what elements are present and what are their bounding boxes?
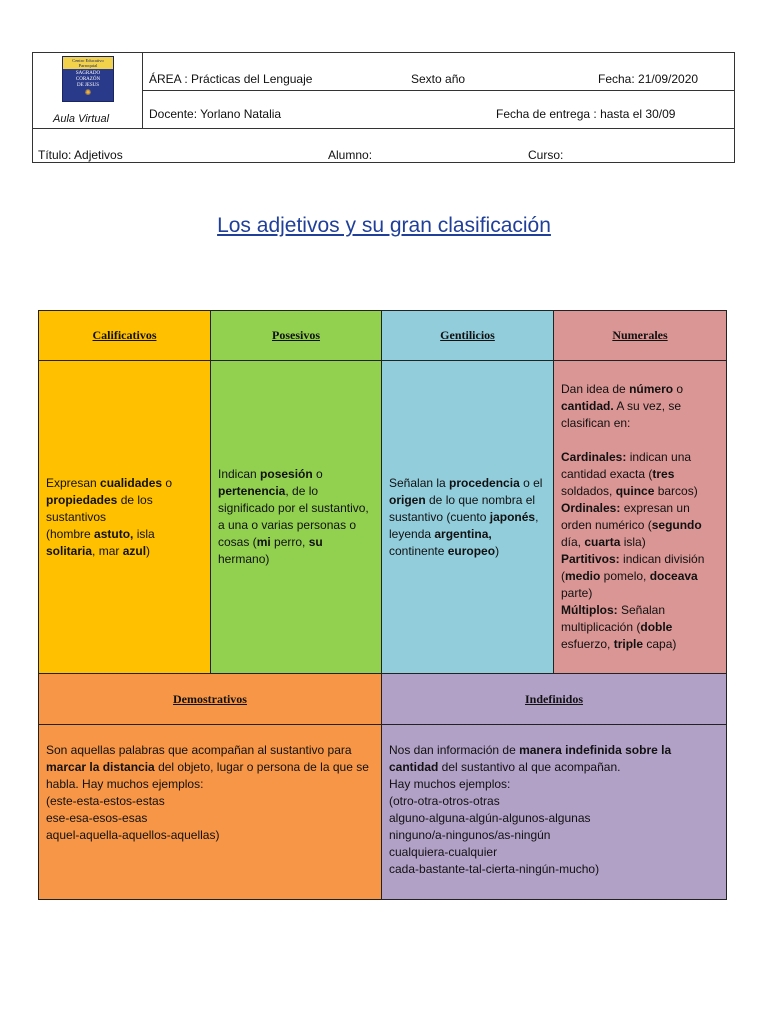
date-label: Fecha: 21/09/2020 [598, 72, 699, 86]
indefinidos-example: (otro-otra-otros-otras [389, 794, 500, 808]
indefinidos-example: ninguno/a-ningunos/as-ningún [389, 828, 551, 842]
header-gentilicios [382, 311, 554, 361]
numerales-ordinales: Ordinales: expresan un orden numérico (segundo día, cuarta isla) [561, 501, 702, 549]
classification-table [38, 310, 727, 900]
body-calificativos [39, 361, 211, 674]
calificativos-text: Expresan cualidades o propiedades de los sustantivos [46, 475, 173, 524]
sun-icon: ✺ [84, 88, 92, 97]
header-row-area [143, 53, 734, 91]
demostrativos-example: aquel-aquella-aquellos-aquellas) [46, 828, 220, 842]
numerales-multiplos: Múltiplos: Señalan multiplicación (doble esfuerzo, triple capa) [561, 603, 677, 651]
indefinidos-example: alguno-alguna-algún-algunos-algunas [389, 811, 591, 825]
logo-caption: Aula Virtual [53, 113, 110, 125]
demostrativos-example: ese-esa-esos-esas [46, 811, 148, 825]
logo-name-line: CORAZÓN [75, 77, 101, 82]
label-posesivos: Posesivos [272, 328, 320, 342]
body-posesivos [211, 361, 382, 674]
school-logo [62, 56, 114, 102]
calificativos-examples: (hombre astuto, isla solitaria, mar azul) [46, 526, 155, 558]
student-field: Alumno: [328, 148, 373, 162]
logo-name-line: DE JESUS [76, 83, 100, 88]
area-label: ÁREA : Prácticas del Lenguaje [149, 72, 313, 86]
teacher-label: Docente: Yorlano Natalia [149, 107, 282, 121]
indefinidos-example: cada-bastante-tal-cierta-ningún-mucho) [389, 862, 600, 876]
header-row-teacher [143, 91, 734, 129]
logo-cell [33, 53, 143, 129]
header-posesivos [211, 311, 382, 361]
grade-label: Sexto año [411, 72, 466, 86]
due-date-label: Fecha de entrega : hasta el 30/09 [496, 107, 676, 121]
demostrativos-example: (este-esta-estos-estas [46, 794, 165, 808]
label-demostrativos: Demostrativos [173, 691, 247, 706]
label-gentilicios: Gentilicios [440, 328, 495, 342]
numerales-intro: Dan idea de número o cantidad. A su vez, se clasifican en: [561, 382, 684, 430]
body-numerales [554, 361, 726, 674]
body-indefinidos [382, 725, 726, 899]
spacer [561, 432, 718, 449]
label-numerales: Numerales [612, 328, 668, 342]
header-calificativos [39, 311, 211, 361]
indefinidos-intro: Hay muchos ejemplos: [389, 777, 511, 791]
header-table [32, 52, 735, 163]
numerales-cardinales: Cardinales: indican una cantidad exacta (tres soldados, quince barcos) [561, 450, 698, 498]
body-gentilicios [382, 361, 554, 674]
header-numerales [554, 311, 726, 361]
demostrativos-text: Son aquellas palabras que acompañan al sustantivo para marcar la distancia del objeto, lugar o persona de la que se habla. Hay muchos ejemplos: [46, 743, 369, 791]
posesivos-text: Indican posesión o pertenencia, de lo significado por el sustantivo, a una o varias personas o cosas (mi perro, su hermano) [218, 467, 369, 566]
title-field: Título: Adjetivos [38, 148, 123, 162]
header-indefinidos [382, 674, 726, 725]
numerales-partitivos: Partitivos: indican división (medio pomelo, doceava parte) [561, 552, 705, 600]
page-title: Los adjetivos y su gran clasificación [217, 214, 551, 237]
body-demostrativos [39, 725, 382, 899]
label-calificativos: Calificativos [92, 328, 157, 342]
header-row-student [33, 129, 734, 163]
indefinidos-text: Nos dan información de manera indefinida sobre la cantidad del sustantivo al que acompañan. [389, 743, 672, 774]
label-indefinidos: Indefinidos [524, 691, 584, 706]
logo-name-line: SAGRADO [75, 71, 101, 76]
header-demostrativos [39, 674, 382, 725]
logo-top-text: Centro Educativo Parroquial [63, 57, 113, 69]
course-field: Curso: [528, 148, 564, 162]
logo-name [63, 71, 113, 89]
indefinidos-example: cualquiera-cualquier [389, 845, 498, 859]
gentilicios-text: Señalan la procedencia o el origen de lo que nombra el sustantivo (cuento japonés, leyenda argentina, continente europeo) [389, 475, 543, 558]
